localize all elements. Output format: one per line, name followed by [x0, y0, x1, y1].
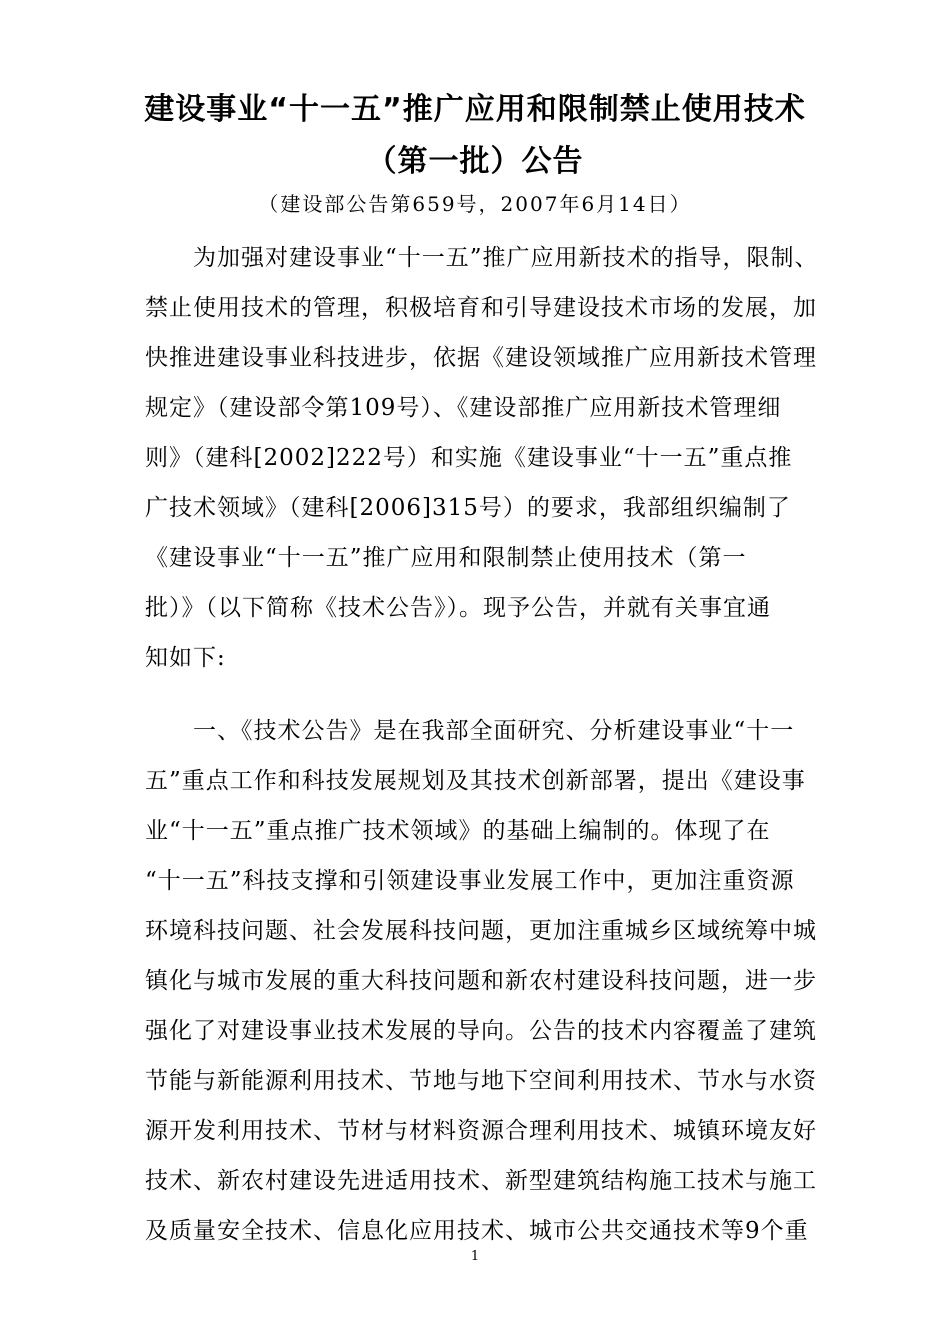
paragraph-1-line-5: 则》（建科[2002]222号）和实施《建设事业“十一五”重点推 [145, 445, 793, 471]
paragraph-1-line-8: 批）》（以下简称《技术公告》）。现予公告，并就有关事宜通 [145, 595, 771, 621]
paragraph-2-line-3: 业“十一五”重点推广技术领域》的基础上编制的。体现了在 [145, 818, 771, 844]
paragraph-2-line-8: 节能与新能源利用技术、节地与地下空间利用技术、节水与水资 [145, 1068, 817, 1094]
paragraph-1-line-6: 广技术领域》（建科[2006]315号）的要求，我部组织编制了 [145, 495, 791, 521]
paragraph-2-line-1: 一、《技术公告》是在我部全面研究、分析建设事业“十一 [193, 718, 795, 744]
paragraph-2-line-5: 环境科技问题、社会发展科技问题，更加注重城乡区域统筹中城 [145, 918, 817, 944]
announcement-reference: （建设部公告第659号，2007年6月14日） [258, 192, 692, 216]
paragraph-2-line-6: 镇化与城市发展的重大科技问题和新农村建设科技问题，进一步 [145, 968, 817, 994]
paragraph-1-line-9: 知如下: [145, 645, 226, 671]
paragraph-2-line-2: 五”重点工作和科技发展规划及其技术创新部署，提出《建设事 [145, 768, 806, 794]
paragraph-1-line-3: 快推进建设事业科技进步，依据《建设领域推广应用新技术管理 [145, 345, 817, 371]
document-title-line-2: （第一批）公告 [366, 144, 584, 179]
document-title-line-1: 建设事业“十一五”推广应用和限制禁止使用技术 [144, 92, 806, 127]
paragraph-2-line-11: 及质量安全技术、信息化应用技术、城市公共交通技术等9个重 [145, 1218, 809, 1244]
paragraph-1-line-1: 为加强对建设事业“十一五”推广应用新技术的指导，限制、 [193, 245, 819, 271]
paragraph-2-line-9: 源开发利用技术、节材与材料资源合理利用技术、城镇环境友好 [145, 1118, 817, 1144]
paragraph-1-line-7: 《建设事业“十一五”推广应用和限制禁止使用技术（第一 [145, 545, 747, 571]
paragraph-2-line-7: 强化了对建设事业技术发展的导向。公告的技术内容覆盖了建筑 [145, 1018, 817, 1044]
page-number: 1 [470, 1249, 480, 1264]
paragraph-1-line-2: 禁止使用技术的管理，积极培育和引导建设技术市场的发展，加 [145, 295, 817, 321]
paragraph-1-line-4: 规定》（建设部令第109号）、《建设部推广应用新技术管理细 [145, 395, 782, 421]
paragraph-2-line-4: “十一五”科技支撑和引领建设事业发展工作中，更加注重资源 [145, 868, 795, 894]
paragraph-2-line-10: 技术、新农村建设先进适用技术、新型建筑结构施工技术与施工 [145, 1168, 817, 1194]
